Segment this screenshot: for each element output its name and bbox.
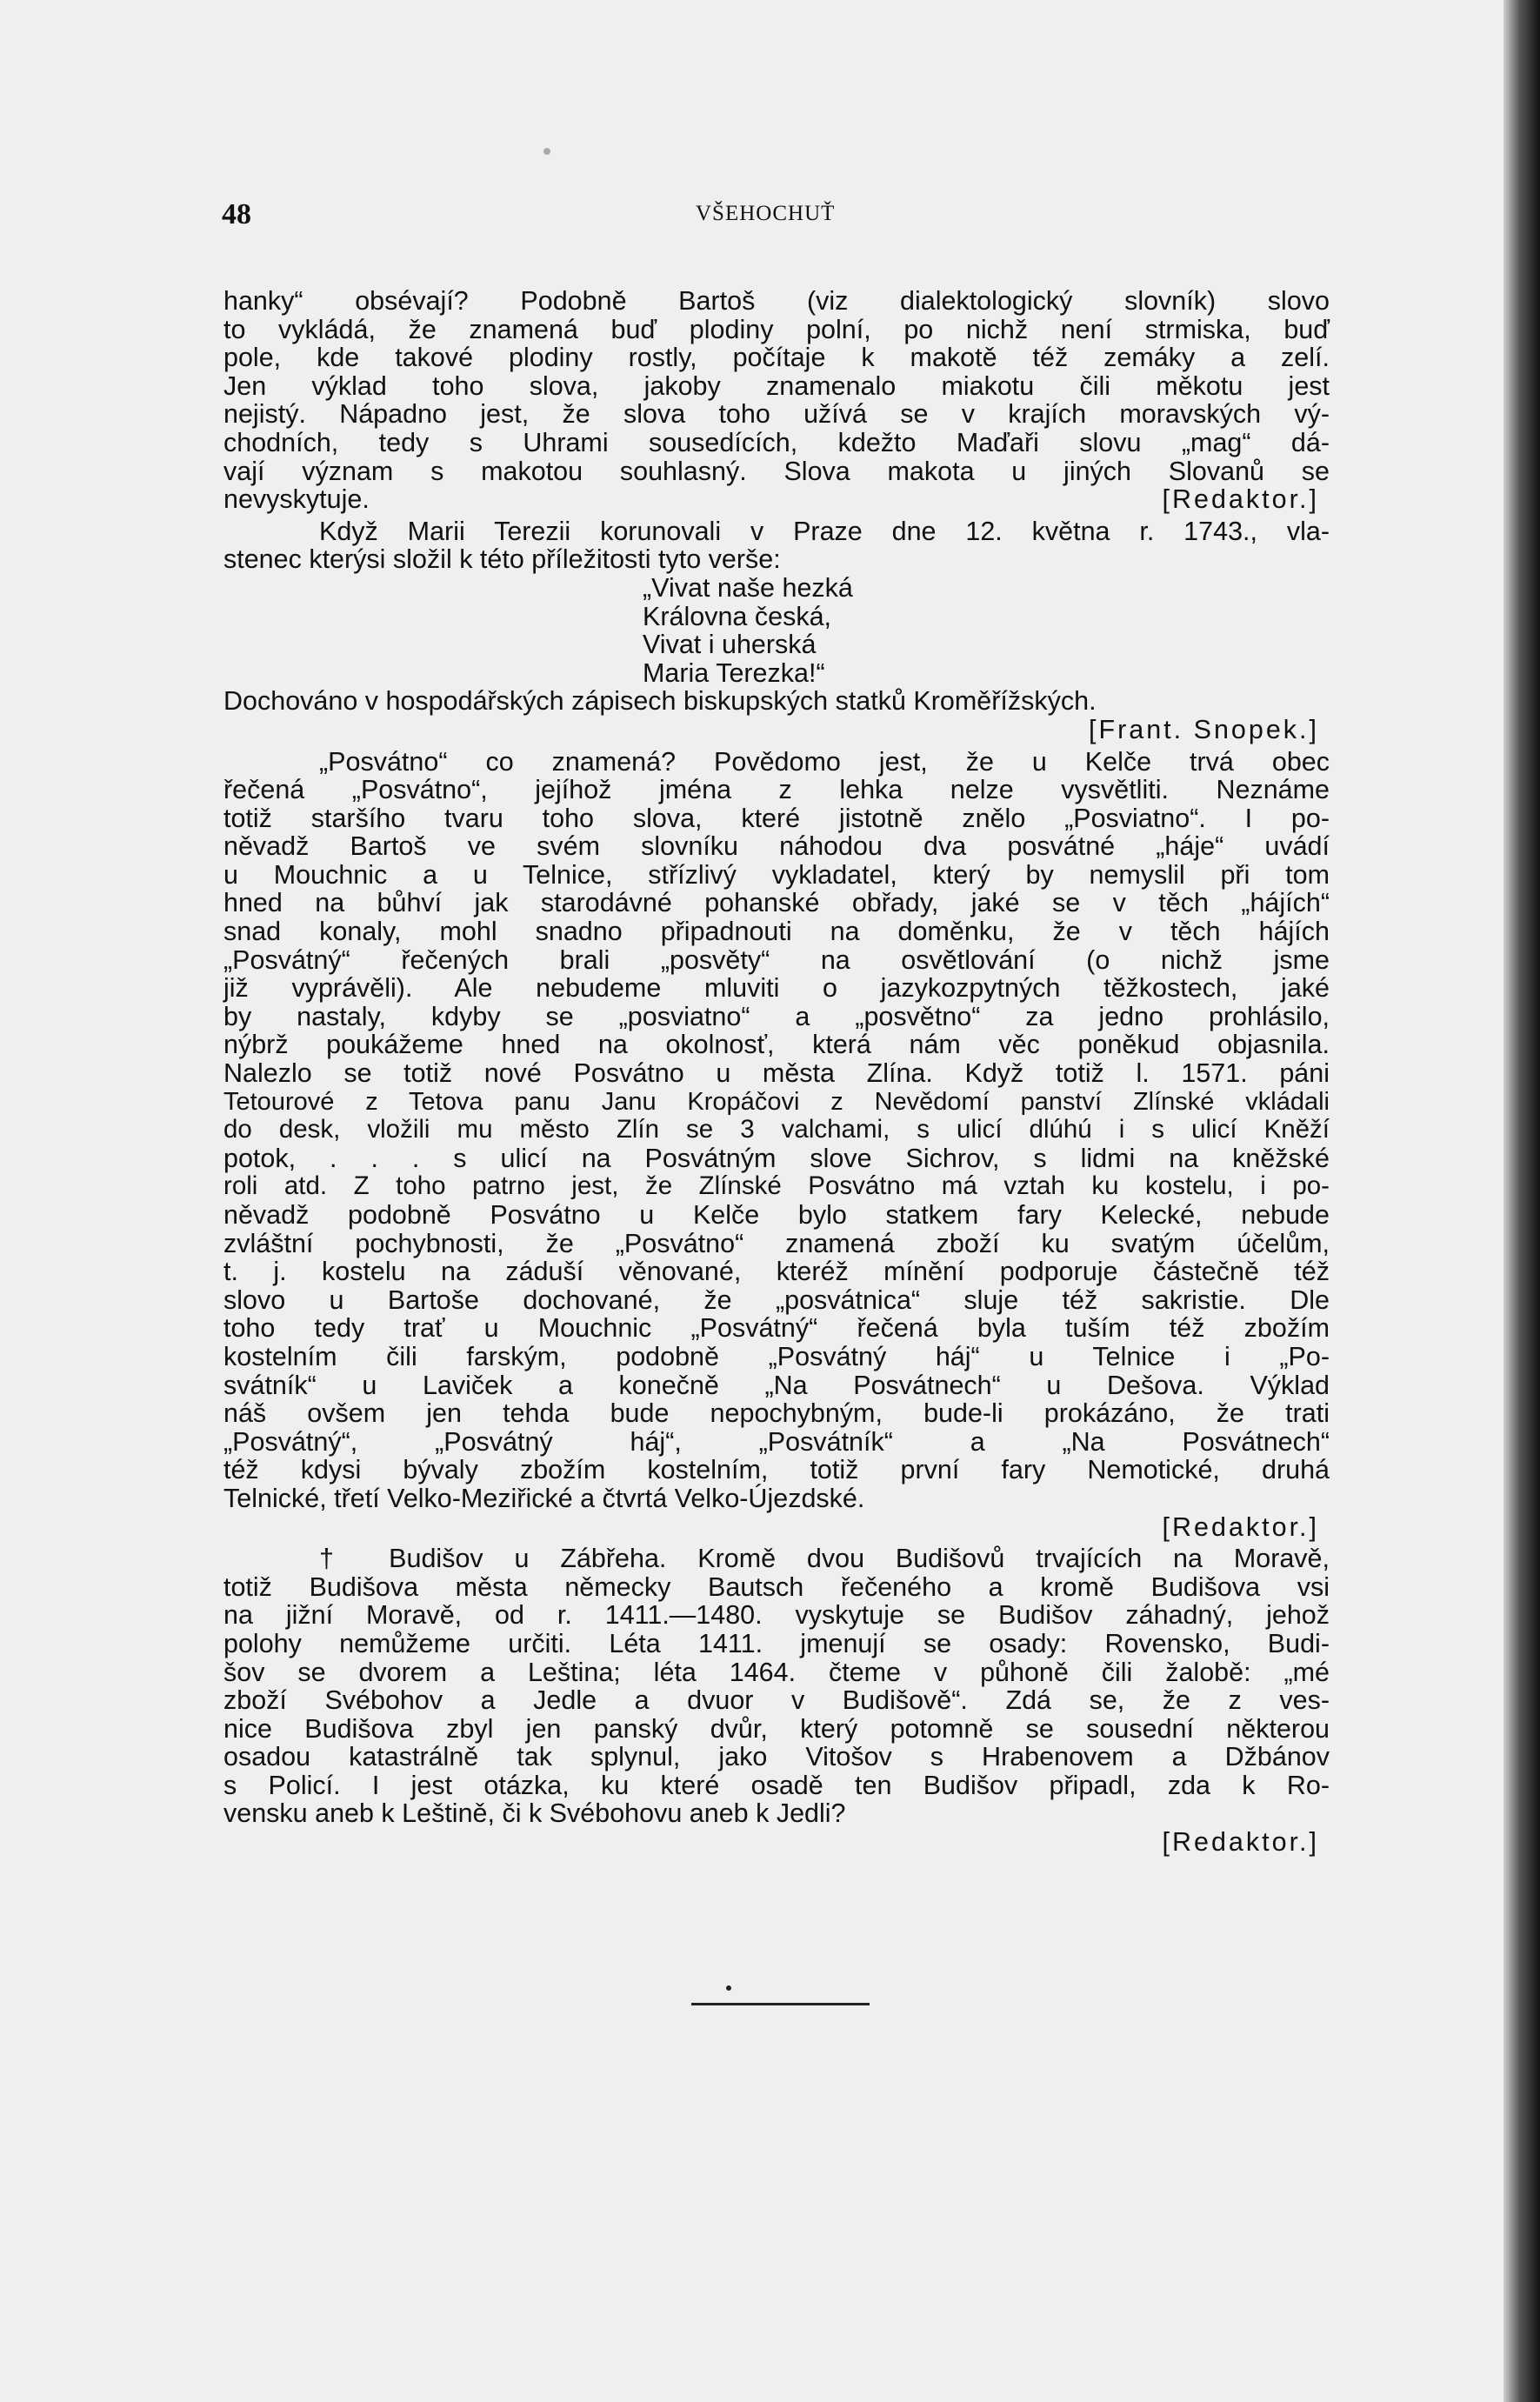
text-line: polohy nemůžeme určiti. Léta 1411. jmenují se osady: Rovensko, Budi- bbox=[223, 1628, 1330, 1658]
text-line: Nalezlo se totiž nové Posvátno u města Zlína. Když totiž l. 1571. páni bbox=[223, 1058, 1330, 1089]
text-line: toho tedy trať u Mouchnic „Posvátný“ řečená byla tuším též zbožím bbox=[223, 1313, 1330, 1344]
text-line: Dochováno v hospodářských zápisech biskupských statků Kroměřížských. bbox=[223, 686, 1097, 717]
poem-line: „Vivat naše hezká bbox=[643, 572, 853, 603]
signature-redaktor: [Redaktor.] bbox=[1162, 1827, 1319, 1858]
signature-redaktor: [Redaktor.] bbox=[1162, 484, 1319, 515]
text-line: šov se dvorem a Leština; léta 1464. čteme v půhoně čili žalobě: „mé bbox=[223, 1657, 1330, 1687]
text-line: hanky“ obsévají? Podobně Bartoš (viz dialektologický slovník) slovo bbox=[223, 286, 1330, 316]
text-line: náš ovšem jen tehda bude nepochybným, bude-li prokázáno, že trati bbox=[223, 1398, 1330, 1429]
poem-line: Maria Terezka!“ bbox=[643, 657, 825, 688]
paper-speck bbox=[543, 148, 550, 155]
text-line: svátník“ u Laviček a konečně „Na Posvátnech“ u Dešova. Výklad bbox=[223, 1370, 1330, 1400]
text-line: chodních, tedy s Uhrami sousedících, kdežto Maďaři slovu „mag“ dá- bbox=[223, 427, 1330, 457]
text-line: řečená „Posvátno“, jejíhož jména z lehka nelze vysvětliti. Neznáme bbox=[223, 775, 1330, 805]
text-line: stenec kterýsi složil k této příležitosti tyto verše: bbox=[223, 544, 781, 575]
text-line: nice Budišova zbyl jen panský dvůr, který potomně se sousední některou bbox=[223, 1713, 1330, 1744]
text-line: kostelním čili farským, podobně „Posvátný háj“ u Telnice i „Po- bbox=[223, 1341, 1330, 1371]
signature-redaktor: [Redaktor.] bbox=[1162, 1511, 1319, 1542]
text-line: zboží Svébohov a Jedle a dvuor v Budišově“. Zdá se, že z ves- bbox=[223, 1685, 1330, 1716]
text-line: Tetourové z Tetova panu Janu Kropáčovi z Nevědomí panství Zlínské vkládali bbox=[223, 1087, 1330, 1116]
text-line: u Mouchnic a u Telnice, střízlivý vykladatel, který by nemyslil při tom bbox=[223, 859, 1330, 890]
page-header bbox=[222, 198, 1330, 233]
text-line: snad konaly, mohl snadno připadnouti na doměnku, že v těch hájích bbox=[223, 917, 1330, 947]
text-line: již vyprávěli). Ale nebudeme mluviti o jazykozpytných těžkostech, jaké bbox=[223, 973, 1330, 1004]
text-line: pole, kde takové plodiny rostly, počítaje k makotě též zemáky a zelí. bbox=[223, 343, 1330, 373]
section-lead-line: „Posvátno“ co znamená? Povědomo jest, že u Kelče trvá obec bbox=[319, 746, 1330, 777]
text-line: též kdysi bývaly zbožím kostelním, totiž první fary Nemotické, druhá bbox=[223, 1455, 1330, 1485]
section-lead-line: Když Marii Terezii korunovali v Praze dne 12. května r. 1743., vla- bbox=[319, 516, 1330, 546]
text-line: na jižní Moravě, od r. 1411.—1480. vyskytuje se Budišov záhadný, jehož bbox=[223, 1600, 1330, 1631]
text-line: nejistý. Nápadno jest, že slova toho užívá se v krajích moravských vý- bbox=[223, 399, 1330, 430]
text-line: osadou katastrálně tak splynul, jako Vitošov s Hrabenovem a Džbánov bbox=[223, 1742, 1330, 1772]
text-line: zvláštní pochybnosti, že „Posvátno“ znamená zboží ku svatým účelům, bbox=[223, 1228, 1330, 1258]
text-line: potok, . . . s ulicí na Posvátným slove Sichrov, s lidmi na kněžské bbox=[223, 1143, 1330, 1173]
text-line: „Posvátný“ řečených brali „posvěty“ na osvětlování (o nichž jsme bbox=[223, 944, 1330, 975]
text-line: s Policí. I jest otázka, ku které osadě ten Budišov připadl, zda k Ro- bbox=[223, 1770, 1330, 1800]
running-head: VŠEHOCHUŤ bbox=[696, 202, 836, 225]
poem-line: Vivat i uherská bbox=[643, 630, 817, 660]
page-edge-shadow bbox=[1503, 0, 1540, 2402]
text-line: Telnické, třetí Velko-Meziřické a čtvrtá Velko-Újezdské. bbox=[223, 1483, 865, 1513]
poem-line: Královna česká, bbox=[643, 601, 831, 631]
text-line: slovo u Bartoše dochované, že „posvátnica“ sluje též sakristie. Dle bbox=[223, 1284, 1330, 1315]
text-line: něvadž podobně Posvátno u Kelče bylo statkem fary Kelecké, nebude bbox=[223, 1200, 1330, 1230]
text-line: roli atd. Z toho patrno jest, že Zlínské Posvátno má vztah ku kostelu, i po- bbox=[223, 1171, 1330, 1201]
text-line: to vykládá, že znamená buď plodiny polní, po nichž není strmiska, buď bbox=[223, 314, 1330, 344]
text-line: do desk, vložili mu město Zlín se 3 valchami, s ulicí dlúhú i s ulicí Kněží bbox=[223, 1115, 1330, 1144]
page-number: 48 bbox=[222, 198, 251, 230]
text-line: vají význam s makotou souhlasný. Slova makota u jiných Slovanů se bbox=[223, 456, 1330, 486]
text-line: totiž staršího tvaru toho slova, které jistotně znělo „Posviatno“. I po- bbox=[223, 803, 1330, 833]
rule-dot bbox=[726, 1985, 731, 1991]
text-line: Jen výklad toho slova, jakoby znamenalo miakotu čili měkotu jest bbox=[223, 370, 1330, 401]
section-lead-line: † Budišov u Zábřeha. Kromě dvou Budišovů trvajících na Moravě, bbox=[319, 1544, 1330, 1574]
article-body bbox=[223, 287, 1330, 1857]
text-line: t. j. kostelu na záduší věnované, kteréž mínění podporuje částečně též bbox=[223, 1257, 1330, 1287]
closing-rule bbox=[691, 2003, 870, 2005]
text-line: „Posvátný“, „Posvátný háj“, „Posvátník“ a „Na Posvátnech“ bbox=[223, 1426, 1330, 1457]
text-line: něvadž Bartoš ve svém slovníku náhodou dva posvátné „háje“ uvádí bbox=[223, 831, 1330, 862]
text-line: nevyskytuje. bbox=[223, 484, 370, 515]
text-line: by nastaly, kdyby se „posviatno“ a „posvětno“ za jedno prohlásilo, bbox=[223, 1001, 1330, 1031]
signature-snopek: [Frant. Snopek.] bbox=[1089, 714, 1319, 744]
text-line: hned na bůhví jak starodávné pohanské obřady, jaké se v těch „hájích“ bbox=[223, 888, 1330, 918]
text-line: nýbrž poukážeme hned na okolnosť, která nám věc poněkud objasnila. bbox=[223, 1030, 1330, 1060]
text-line: vensku aneb k Leštině, či k Svébohovu aneb k Jedli? bbox=[223, 1798, 846, 1829]
text-line: totiž Budišova města německy Bautsch řečeného a kromě Budišova vsi bbox=[223, 1571, 1330, 1602]
